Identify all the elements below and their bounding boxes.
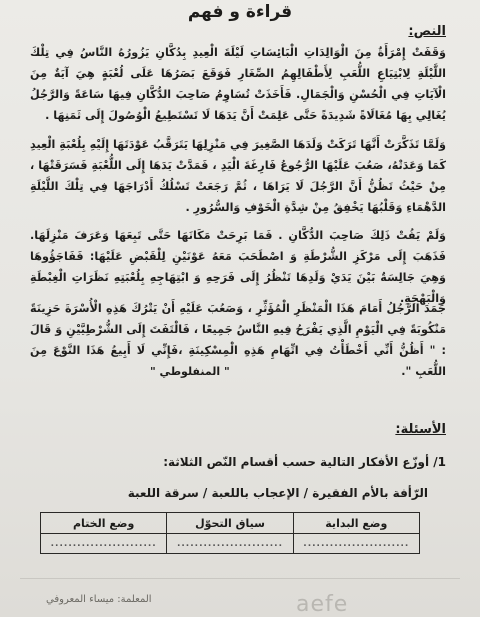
footer-divider [20,578,460,579]
header-transition: سياق التحوّل [167,513,293,534]
paragraph-2: وَلَمَّا تَذَكَّرَتْ أَنَّهَا تَرَكَتْ وَلَدَهَا الصَّغِيرَ فِي مَنْزِلِهَا يَتَرَقَّبُ عَوْدَتَهَا إِلَيْهِ بِلُعْبَةِ الْعِيدِ كَمَا وَعَدَتْهُ، صَعُبَ عَلَيْهَا الرُّجُوعُ فَارِغَةَ الْيَدِ ، فَمَدَّتْ يَدَهَا إِلَى اللُّعْبَةِ فَسَرَقَتْهَا ، مِنْ حَيْثُ تَظُنُّ أَنَّ الرَّجُلَ لَا يَرَاهَا ، ثُمَّ رَجَعَتْ تَسْلُكُ أَدْرَاجَهَا فِي تِلْكَ اللَّيْلَةِ الدَّهْمَاءِ وَقَلْبُهَا يَخْفِقُ مِنْ شِدَّةِ الْخَوْفِ وَالسُّرُورِ . [30,138,446,214]
table-answer-row [41,534,420,554]
question-1: 1/ أوزّع الأفكار التالية حسب أقسام النّص الثلاثة: [163,455,446,469]
paragraph-1: وَقَفَتْ إِمْرَأَةٌ مِنَ الْوَالِدَاتِ الْبَائِسَاتِ لَيْلَةَ الْعِيدِ بِدُكَّانِ يَزُورُهُ النَّاسُ فِي تِلْكَ اللَّيْلَةِ لِابْتِيَاعِ اللُّعَبِ لِأَطْفَالِهِمُ الصِّغَارِ فَوَقَعَ بَصَرُهَا عَلَى لُعْبَةٍ هِيَ آيَةٌ مِنَ الْآيَاتِ فِي الْحُسْنِ وَالْجَمَالِ. فَأَخَذَتْ تُسَاوِمُ صَاحِبَ الدُّكَّانِ فِيهَا سَاعَةً وَالرَّجُلُ يُغَالِي بِهَا مُغَالَاةً شَدِيدَةً حَتَّى عَلِمَتْ أَنَّ يَدَهَا لَا تَسْتَطِيعُ الْوُصُولَ إِلَى ثَمَنِهَا . [30,46,446,122]
questions-heading: الأسئلة: [395,422,446,437]
paragraph-4: جَمَدَ الرَّجُلُ أَمَامَ هَذَا الْمَنْظَرِ الْمُؤَثِّرِ ، وَصَعُبَ عَلَيْهِ أَنْ يَتْرُكَ هَذِهِ الْأُسْرَةَ حَزِينَةً مَنْكُوبَةً فِي الْيَوْمِ الَّذِي يَفْرَحُ فِيهِ النَّاسُ جَمِيعًا ، فَالْتَفَتَ إِلَى الشُّرْطِيَّيْنِ وَ قَالَ : " أَظُنُّ أَنِّي أَخْطَأْتُ فِي اتِّهَامِ هَذِهِ الْمِسْكِينَةِ ،فَإِنِّي لَا أَبِيعُ هَذَا النَّوْعَ مِنَ اللُّعَبِ ". [30,302,446,378]
header-beginning: وضع البداية [293,513,419,534]
text-heading: النص: [408,24,446,39]
page-title: قراءة و فهم [187,2,293,22]
answer-ending[interactable]: ........................ [41,534,167,554]
teacher-name: المعلمة: ميساء المعروفي [46,594,152,605]
author-name: " المنفلوطي " [150,365,230,378]
ideas-list: الرّأفة بالأم الفقيرة / الإعجاب باللعبة / سرقة اللعبة [127,486,428,500]
answer-beginning[interactable]: ........................ [293,534,419,554]
aefe-logo: aefe [296,592,349,617]
answer-transition[interactable]: ........................ [167,534,293,554]
sections-table [40,512,420,554]
paragraph-3: وَلَمْ يَفُتْ ذَلِكَ صَاحِبَ الدُّكَّانِ . فَمَا بَرِحَتْ مَكَانَهَا حَتَّى تَبِعَهَا وَعَرَفَ مَنْزِلَهَا. فَذَهَبَ إِلَى مَرْكَزِ الشُّرْطَةِ وَ اصْطَحَبَ مَعَهُ عَوْنَيْنِ لِلْقَبْضِ عَلَيْهَا: فَفَاجَؤُوهَا وَهِيَ جَالِسَةٌ بَيْنَ يَدَيْ وَلَدِهَا تَنْظُرُ إِلَى فَرَحِهِ وَ ابْتِهَاجِهِ بِلُعْبَتِهِ نَظَرَاتِ الْغِبْطَةِ وَالْبَهْجَةِ. [30,229,446,305]
header-ending: وضع الختام [41,513,167,534]
table-header-row [41,513,420,534]
